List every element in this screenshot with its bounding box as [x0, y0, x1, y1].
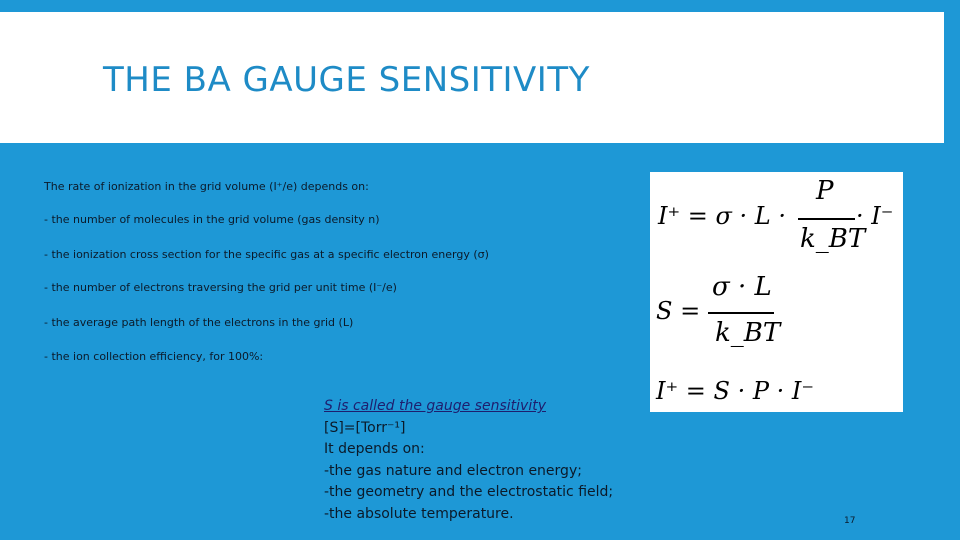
- slide-title: THE BA GAUGE SENSITIVITY: [103, 60, 590, 100]
- sensitivity-line-4: -the geometry and the electrostatic field;: [324, 484, 614, 500]
- eq2-denominator: k_BT: [715, 318, 781, 348]
- sensitivity-line-2: It depends on:: [324, 441, 425, 457]
- eq1-numerator: P: [816, 176, 834, 206]
- bullet-line-2: - the ionization cross section for the specific gas at a specific electron energy (σ): [44, 248, 489, 261]
- page-number: 17: [844, 516, 856, 526]
- bullet-line-4: - the average path length of the electrons in the grid (L): [44, 316, 354, 329]
- bullet-line-3: - the number of electrons traversing the grid per unit time (I⁻/e): [44, 281, 397, 294]
- sensitivity-line-5: -the absolute temperature.: [324, 505, 514, 522]
- eq3: I⁺ = S · P · I⁻: [656, 377, 815, 405]
- sensitivity-line-1: [S]=[Torr⁻¹]: [324, 419, 406, 436]
- bullet-line-1: - the number of molecules in the grid volume (gas density n): [44, 213, 380, 226]
- eq2-numerator: σ · L: [712, 272, 772, 302]
- eq1-denominator: k_BT: [800, 224, 866, 254]
- eq1-lhs: I⁺ = σ · L ·: [658, 202, 786, 230]
- intro-line: The rate of ionization in the grid volume (I⁺/e) depends on:: [44, 180, 369, 193]
- sensitivity-line-3: -the gas nature and electron energy;: [324, 462, 582, 479]
- sensitivity-block: [324, 396, 613, 525]
- formula-box: [650, 172, 903, 412]
- eq1-rhs: · I⁻: [856, 202, 894, 230]
- eq1-fraction-bar: [798, 218, 855, 220]
- bullet-line-5: - the ion collection efficiency, for 100%:: [44, 350, 264, 363]
- sensitivity-title: S is called the gauge sensitivity: [324, 398, 546, 414]
- eq2-lhs: S =: [656, 297, 701, 325]
- eq2-fraction-bar: [708, 312, 774, 314]
